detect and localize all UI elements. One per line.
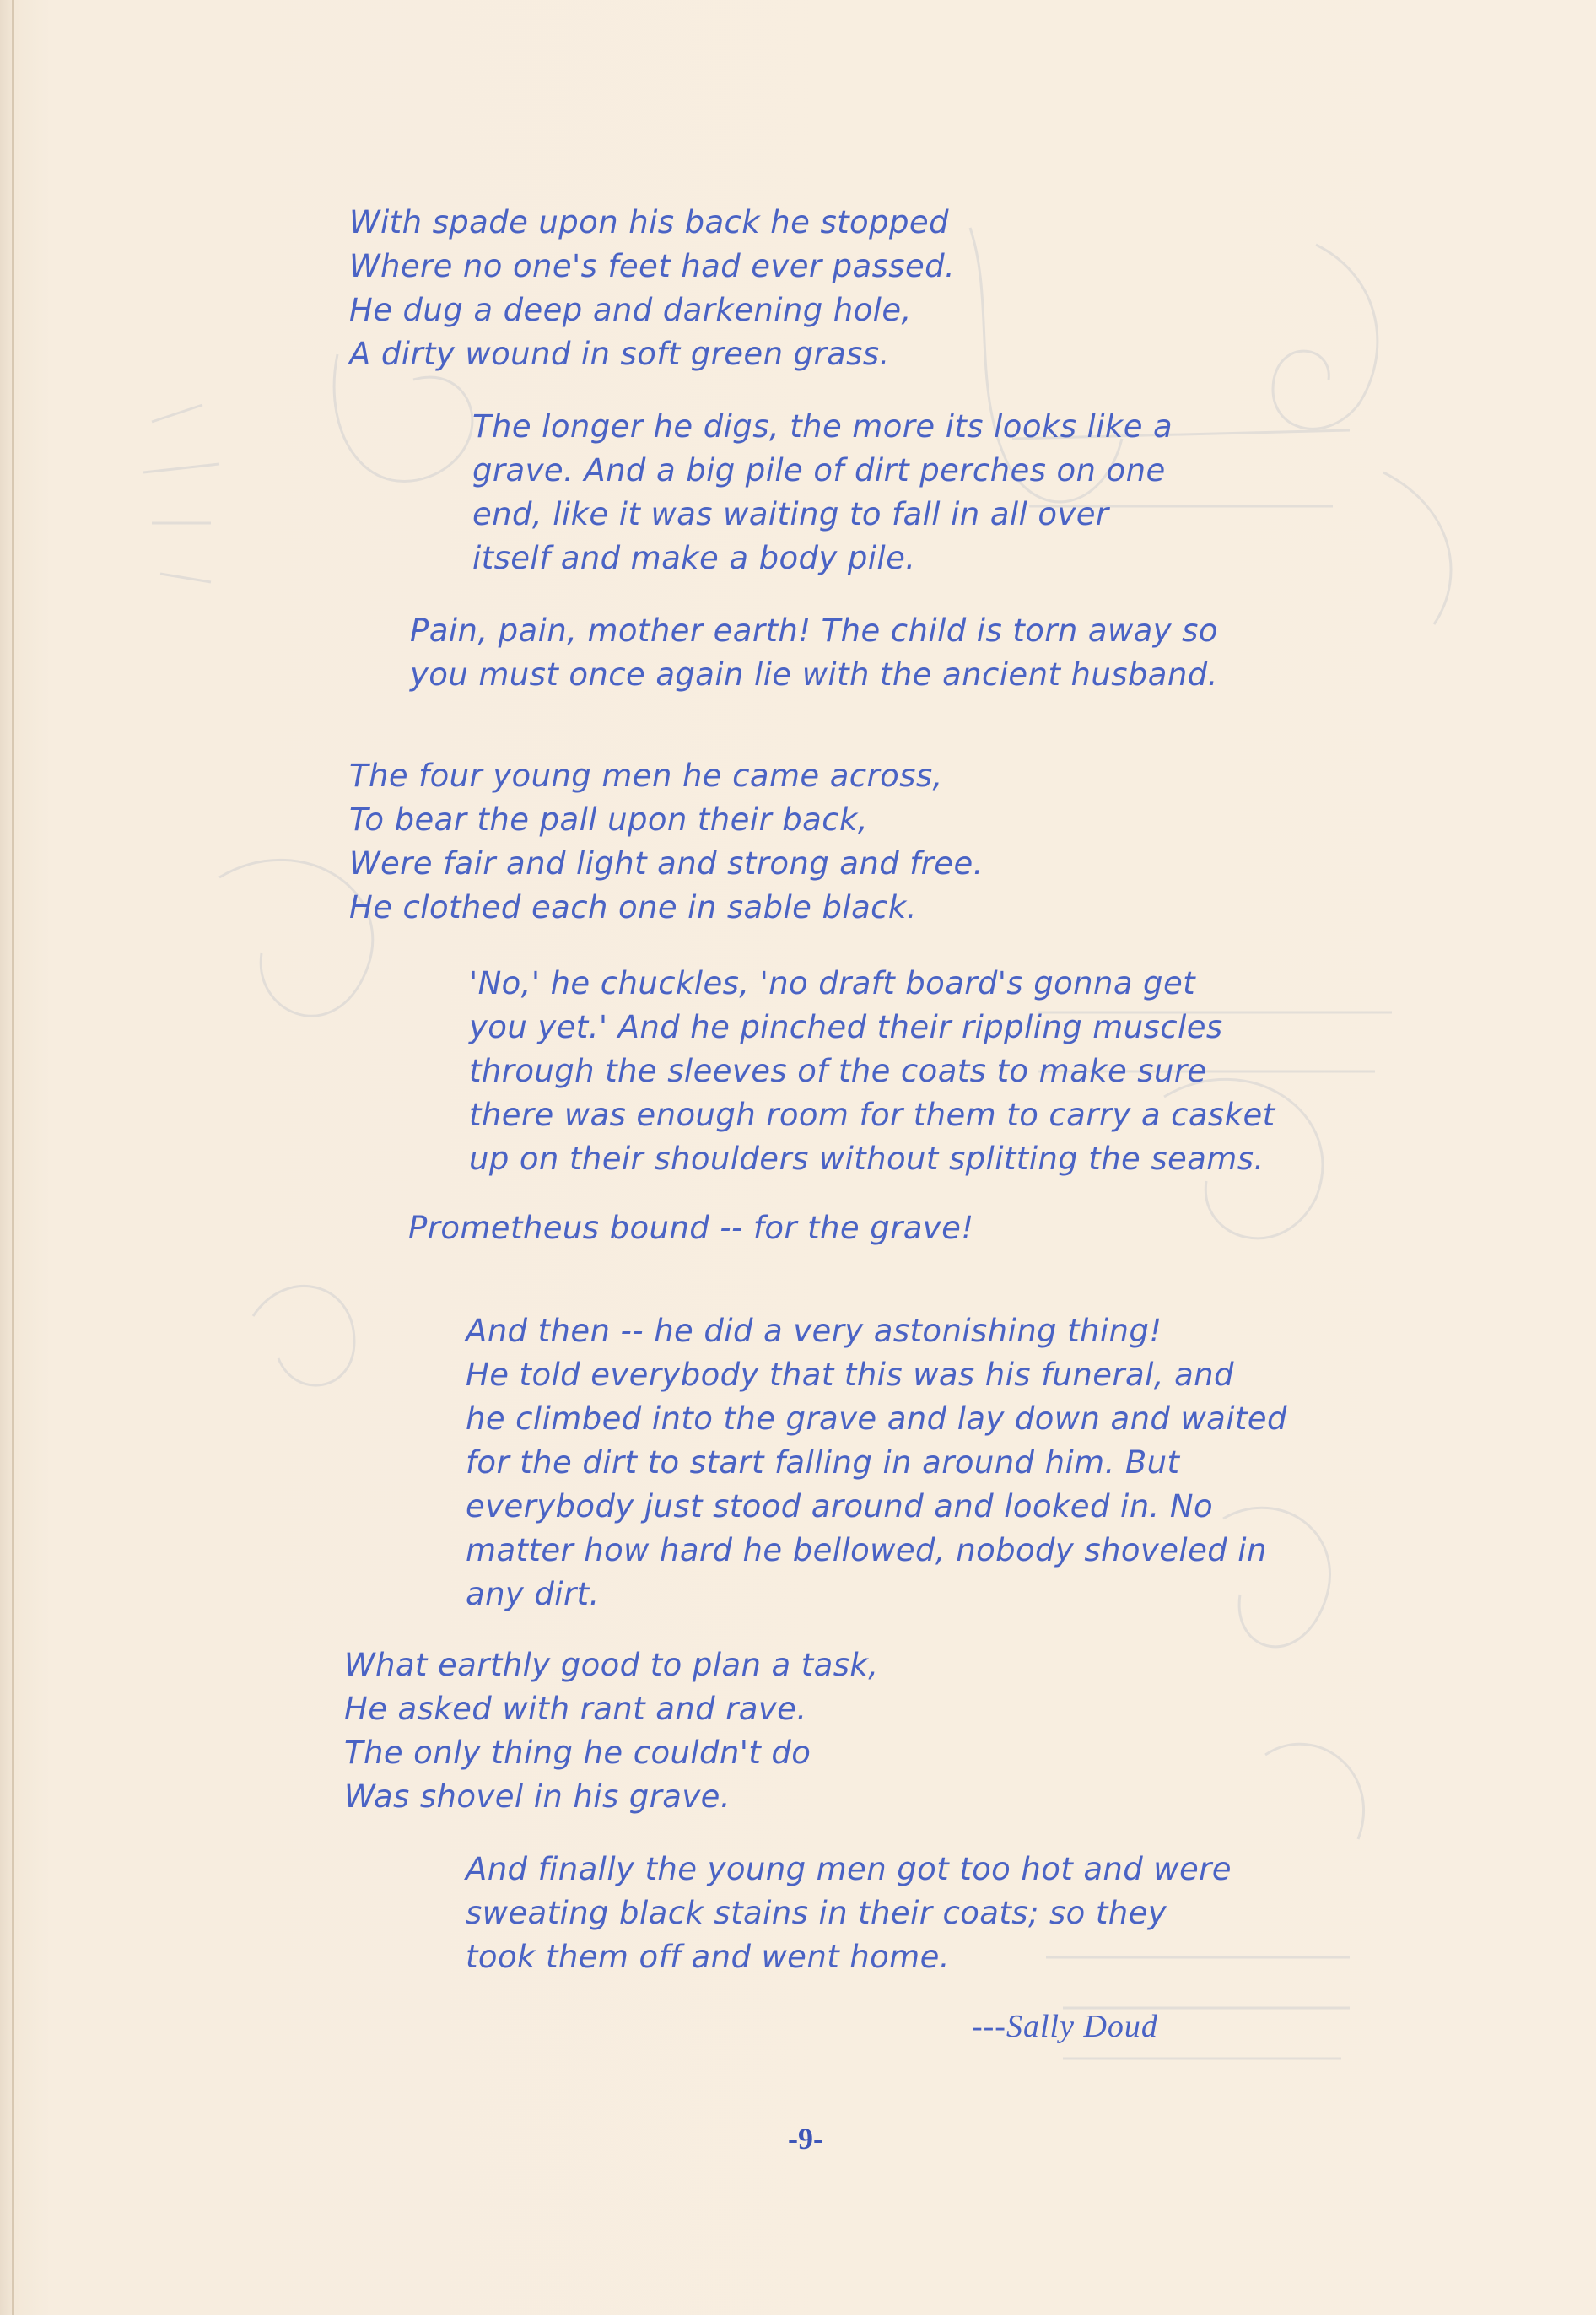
- poem-line: He clothed each one in sable black.: [349, 889, 917, 925]
- prose-line: for the dirt to start falling in around him. But: [466, 1444, 1180, 1481]
- poem-line: To bear the pall upon their back,: [349, 801, 868, 838]
- prose-line: you yet.' And he pinched their rippling muscles: [469, 1009, 1223, 1045]
- poem-line: With spade upon his back he stopped: [349, 204, 949, 240]
- aside-line: you must once again lie with the ancient husband.: [410, 656, 1218, 693]
- poem-line: Was shovel in his grave.: [344, 1778, 731, 1815]
- prose-line: itself and make a body pile.: [472, 540, 916, 576]
- poem-line: He dug a deep and darkening hole,: [349, 292, 912, 328]
- poem-line: He asked with rant and rave.: [344, 1691, 807, 1727]
- prose-line: sweating black stains in their coats; so they: [466, 1895, 1167, 1931]
- page-number: -9-: [788, 2122, 823, 2156]
- prose-line: And then -- he did a very astonishing thing!: [466, 1313, 1162, 1349]
- poem-line: The four young men he came across,: [349, 758, 943, 794]
- poem-line: Were fair and light and strong and free.: [349, 845, 984, 882]
- poem-line: What earthly good to plan a task,: [344, 1647, 879, 1683]
- prose-line: any dirt.: [466, 1576, 600, 1612]
- poem-line: Where no one's feet had ever passed.: [349, 248, 956, 284]
- prose-line: up on their shoulders without splitting the seams.: [469, 1141, 1264, 1177]
- poem-line: A dirty wound in soft green grass.: [349, 336, 890, 372]
- aside-line: Pain, pain, mother earth! The child is torn away so: [410, 612, 1218, 649]
- prose-line: grave. And a big pile of dirt perches on one: [472, 452, 1166, 488]
- aside-line: Prometheus bound -- for the grave!: [408, 1210, 974, 1246]
- prose-line: took them off and went home.: [466, 1939, 950, 1975]
- prose-line: everybody just stood around and looked in. No: [466, 1488, 1213, 1524]
- author-signature: ---Sally Doud: [972, 2009, 1158, 2044]
- prose-line: 'No,' he chuckles, 'no draft board's gonna get: [469, 965, 1196, 1001]
- prose-line: there was enough room for them to carry a casket: [469, 1097, 1275, 1133]
- prose-line: The longer he digs, the more its looks like a: [472, 408, 1173, 445]
- prose-line: he climbed into the grave and lay down and waited: [466, 1400, 1287, 1437]
- prose-line: end, like it was waiting to fall in all over: [472, 496, 1109, 532]
- poem-line: The only thing he couldn't do: [344, 1735, 811, 1771]
- prose-line: And finally the young men got too hot and were: [466, 1851, 1232, 1887]
- prose-line: through the sleeves of the coats to make sure: [469, 1053, 1207, 1089]
- prose-line: matter how hard he bellowed, nobody shoveled in: [466, 1532, 1267, 1568]
- prose-line: He told everybody that this was his funeral, and: [466, 1357, 1234, 1393]
